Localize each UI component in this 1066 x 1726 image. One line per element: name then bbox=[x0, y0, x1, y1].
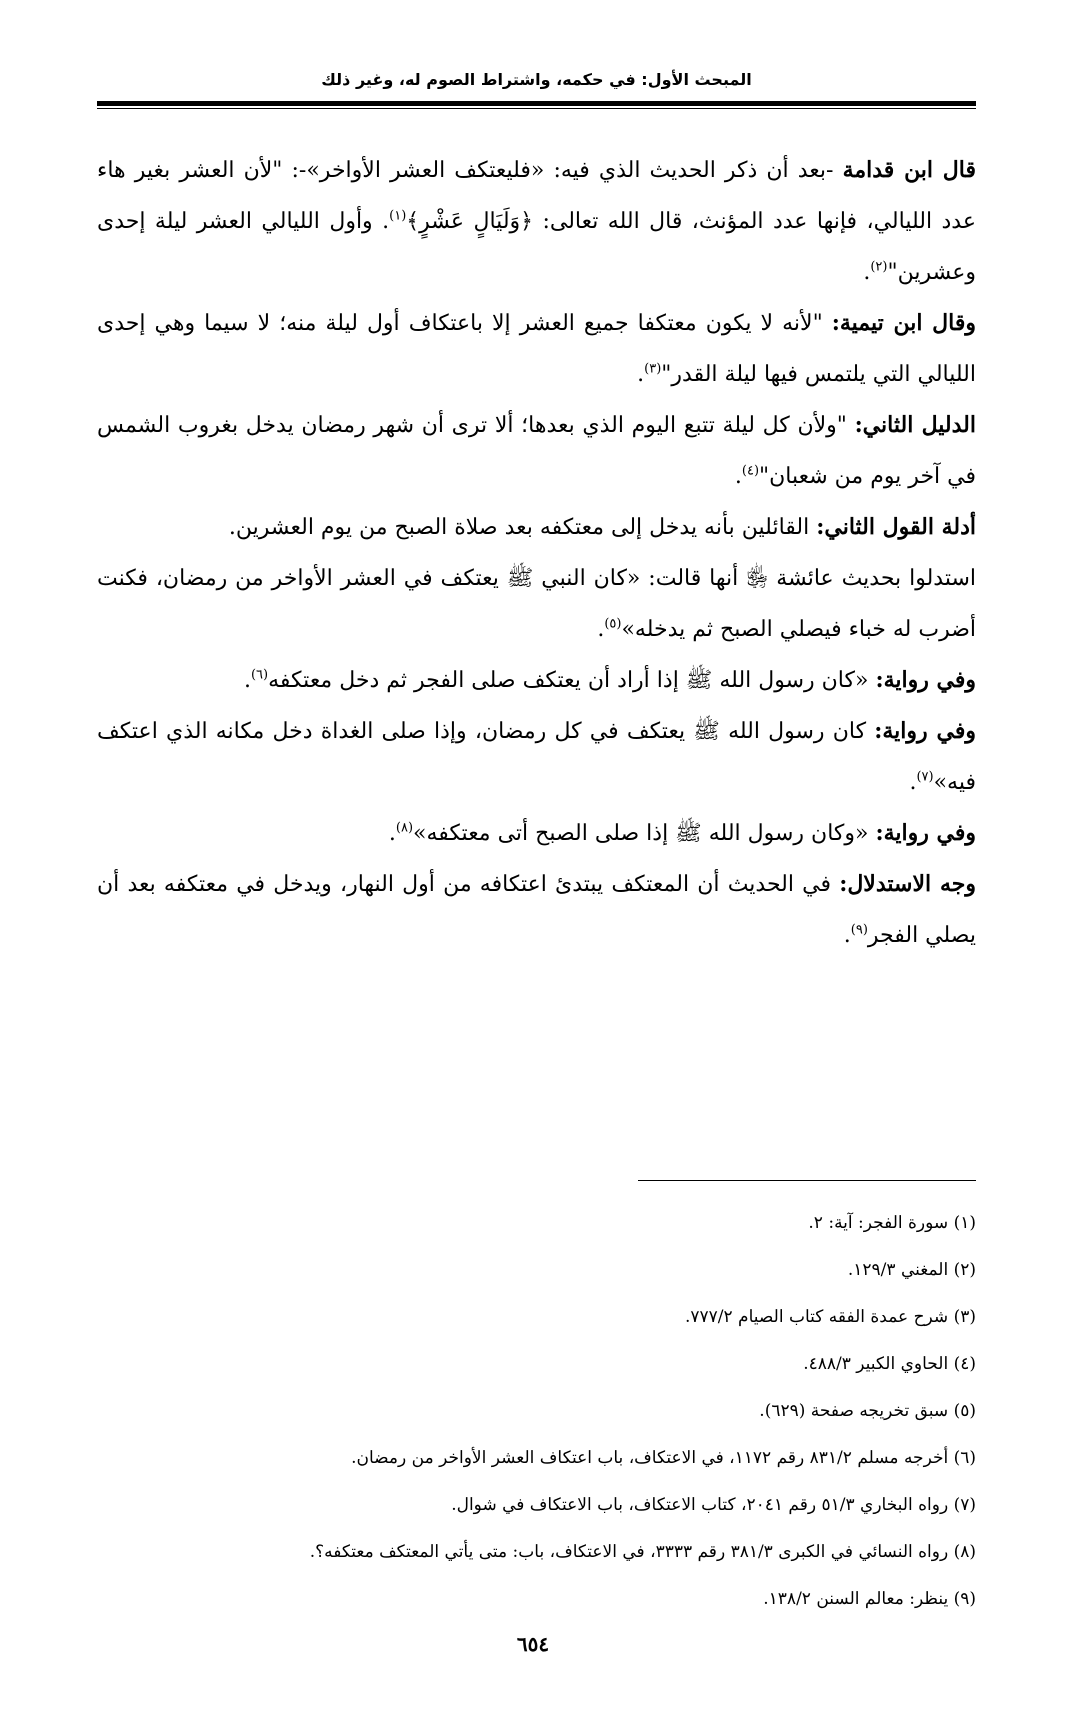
paragraph-tail: . bbox=[909, 770, 917, 795]
paragraph-lead: وفي رواية: bbox=[875, 820, 976, 846]
paragraph-narration-2 bbox=[97, 706, 976, 808]
paragraph-lead: وجه الاستدلال: bbox=[839, 871, 976, 897]
paragraph-tail: . bbox=[243, 668, 251, 693]
footnote-ref: (٣) bbox=[644, 361, 662, 377]
paragraph-inference bbox=[97, 859, 976, 961]
paragraph-tail: . bbox=[637, 362, 645, 387]
paragraph-lead: أدلة القول الثاني: bbox=[816, 514, 976, 540]
footnotes bbox=[97, 1200, 976, 1623]
paragraph-aisha-hadith bbox=[97, 553, 976, 655]
paragraph-text: في الحديث أن المعتكف يبتدئ اعتكافه من أول النهار، ويدخل في معتكفه بعد أن يصلي الفجر bbox=[97, 872, 976, 948]
paragraph-ibn-taymiyya bbox=[97, 298, 976, 400]
paragraph-lead: قال ابن قدامة bbox=[842, 157, 976, 183]
paragraph-text: "ولأن كل ليلة تتبع اليوم الذي بعدها؛ ألا ترى أن شهر رمضان يدخل بغروب الشمس في آخر يوم من شعبان" bbox=[97, 413, 976, 489]
paragraph-tail: . bbox=[597, 617, 605, 642]
footnote-ref: (٩) bbox=[850, 922, 868, 938]
paragraph-text: «وكان رسول الله ﷺ إذا صلى الصبح أتى معتكفه» bbox=[413, 821, 876, 846]
paragraph-lead: وقال ابن تيمية: bbox=[831, 310, 976, 336]
footnote: (٦) أخرجه مسلم ٨٣١/٢ رقم ١١٧٢، في الاعتكاف، باب اعتكاف العشر الأواخر من رمضان. bbox=[351, 1448, 976, 1468]
footnote: (٣) شرح عمدة الفقه كتاب الصيام ٧٧٧/٢. bbox=[684, 1307, 976, 1327]
footnote-ref: (٦) bbox=[250, 667, 269, 683]
footnote: (٩) ينظر: معالم السنن ١٣٨/٢. bbox=[763, 1589, 976, 1609]
footnote: (٧) رواه البخاري ٥١/٣ رقم ٢٠٤١، كتاب الاعتكاف، باب الاعتكاف في شوال. bbox=[451, 1495, 976, 1515]
footnote-separator bbox=[638, 1180, 976, 1181]
running-header: المبحث الأول: في حكمه، واشتراط الصوم له، وغير ذلك bbox=[321, 70, 752, 89]
footnote-ref: (١) bbox=[389, 208, 407, 224]
footnote: (٨) رواه النسائي في الكبرى ٣٨١/٣ رقم ٣٣٣٣، في الاعتكاف، باب: متى يأتي المعتكف معتكفه؟. bbox=[309, 1542, 976, 1562]
footnote: (١) سورة الفجر: آية: ٢. bbox=[808, 1213, 976, 1233]
paragraph-text: «كان رسول الله ﷺ إذا أراد أن يعتكف صلى الفجر ثم دخل معتكفه bbox=[268, 668, 876, 693]
paragraph-tail: . bbox=[388, 821, 396, 846]
paragraph-tail: . وأول الليالي العشر ليلة إحدى وعشرين" bbox=[97, 209, 976, 285]
paragraph-tail: . bbox=[863, 260, 871, 285]
paragraph-narration-3 bbox=[97, 808, 976, 859]
paragraph-text: كان رسول الله ﷺ يعتكف في كل رمضان، وإذا صلى الغداة دخل مكانه الذي اعتكف فيه» bbox=[97, 719, 976, 795]
paragraph-lead: وفي رواية: bbox=[875, 667, 976, 693]
paragraph-second-opinion bbox=[97, 502, 976, 553]
page-number: ٦٥٤ bbox=[516, 1632, 550, 1656]
footnote-ref: (٢) bbox=[870, 259, 888, 275]
footnote-ref: (٧) bbox=[916, 769, 934, 785]
header-rule bbox=[97, 101, 976, 109]
footnote: (٢) المغني ١٢٩/٣. bbox=[847, 1260, 976, 1280]
paragraph-tail: . bbox=[843, 923, 851, 948]
paragraph-second-evidence bbox=[97, 400, 976, 502]
main-text bbox=[97, 145, 976, 961]
paragraph-text: "لأنه لا يكون معتكفا جميع العشر إلا باعتكاف أول ليلة منه؛ لا سيما وهي إحدى الليالي التي يلتمس فيها ليلة القدر" bbox=[97, 311, 976, 387]
footnote: (٥) سبق تخريجه صفحة (٦٢٩). bbox=[759, 1401, 976, 1421]
paragraph-text: استدلوا بحديث عائشة ﵂ أنها قالت: «كان النبي ﷺ يعتكف في العشر الأواخر من رمضان، فكنت أضرب له خباء فيصلي الصبح ثم يدخله» bbox=[97, 566, 976, 642]
footnote-ref: (٤) bbox=[741, 463, 760, 479]
paragraph-lead: الدليل الثاني: bbox=[854, 412, 977, 438]
paragraph-ibn-qudama bbox=[97, 145, 976, 298]
footnote: (٤) الحاوي الكبير ٤٨٨/٣. bbox=[803, 1354, 976, 1374]
footnote-ref: (٨) bbox=[395, 820, 414, 836]
paragraph-tail: . bbox=[734, 464, 742, 489]
paragraph-narration-1 bbox=[97, 655, 976, 706]
paragraph-text: -بعد أن ذكر الحديث الذي فيه: «فليعتكف العشر الأواخر»-: "لأن العشر بغير هاء عدد الليالي، فإنها عدد المؤنث، قال الله تعالى: ﴿وَلَيَالٍ عَشْرٍ﴾ bbox=[97, 158, 976, 234]
paragraph-lead: وفي رواية: bbox=[874, 718, 976, 744]
footnote-ref: (٥) bbox=[604, 616, 622, 632]
paragraph-text: القائلين بأنه يدخل إلى معتكفه بعد صلاة الصبح من يوم العشرين. bbox=[228, 515, 817, 540]
